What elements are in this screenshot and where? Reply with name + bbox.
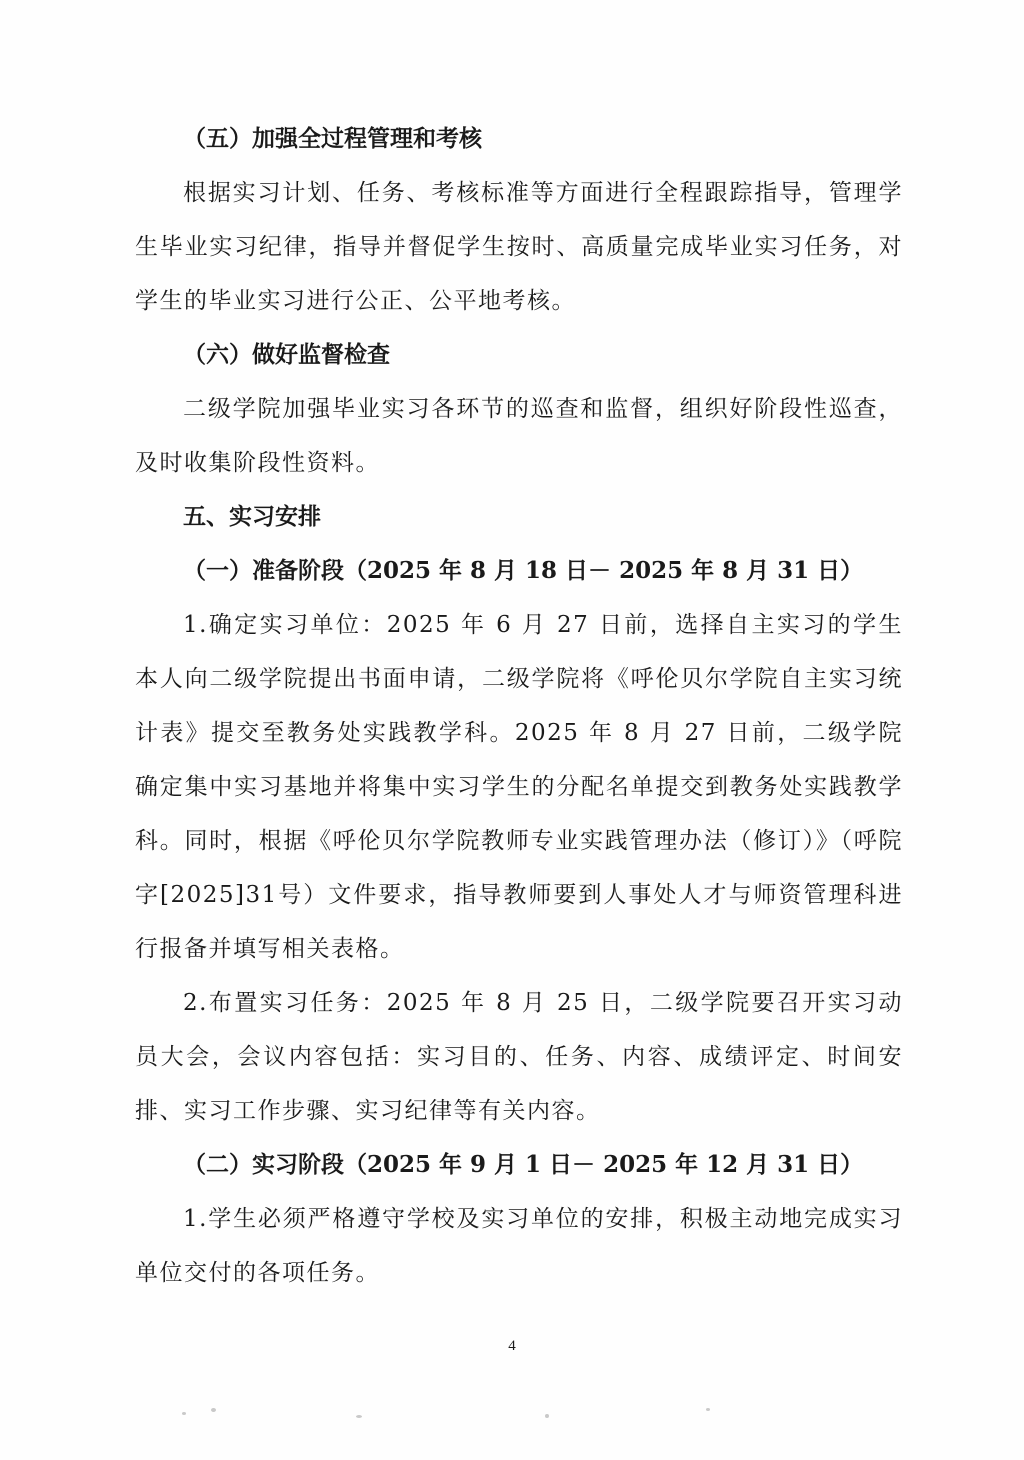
scan-speck — [706, 1408, 710, 1411]
scan-speck — [545, 1414, 549, 1418]
scan-speck — [356, 1415, 362, 1418]
heading-strengthen-management: （五）加强全过程管理和考核 — [183, 125, 482, 152]
heading-internship-stage: （二）实习阶段（2025 年 9 月 1 日－ 2025 年 12 月 31 日） — [183, 1151, 864, 1178]
paragraph-assign-tasks: 2.布置实习任务：2025 年 8 月 25 日，二级学院要召开实习动员大会，会议内容包括：实习目的、任务、内容、成绩评定、时间安排、实习工作步骤、实习纪律等有关内容。 — [135, 990, 903, 1124]
heading-supervision-inspection: （六）做好监督检查 — [183, 341, 390, 368]
paragraph-confirm-unit: 1.确定实习单位：2025 年 6 月 27 日前，选择自主实习的学生本人向二级学院提出书面申请，二级学院将《呼伦贝尔学院自主实习统计表》提交至教务处实践教学科。2025 年 8 月 27 日前，二级学院确定集中实习基地并将集中实习学生的分配名单提交到教务处实践教学科。同时，根据《呼伦贝尔学院教师专业实践管理办法（修订）》（呼院字[2025]31号）文件要求，指导教师要到人事处人才与师资管理科进行报备并填写相关表格。 — [135, 612, 903, 962]
paragraph-inspection: 二级学院加强毕业实习各环节的巡查和监督，组织好阶段性巡查，及时收集阶段性资料。 — [135, 396, 903, 476]
paragraph-tracking-guidance: 根据实习计划、任务、考核标准等方面进行全程跟踪指导，管理学生毕业实习纪律，指导并督促学生按时、高质量完成毕业实习任务，对学生的毕业实习进行公正、公平地考核。 — [135, 180, 903, 314]
paragraph-student-rules: 1.学生必须严格遵守学校及实习单位的安排，积极主动地完成实习单位交付的各项任务。 — [135, 1206, 903, 1286]
page-number: 4 — [508, 1338, 516, 1354]
section-title-internship-arrangement: 五、实习安排 — [183, 503, 321, 530]
scan-speck — [182, 1412, 186, 1415]
scan-speck — [211, 1408, 216, 1412]
heading-preparation-stage: （一）准备阶段（2025 年 8 月 18 日－ 2025 年 8 月 31 日） — [183, 557, 864, 584]
document-body — [135, 112, 903, 1300]
